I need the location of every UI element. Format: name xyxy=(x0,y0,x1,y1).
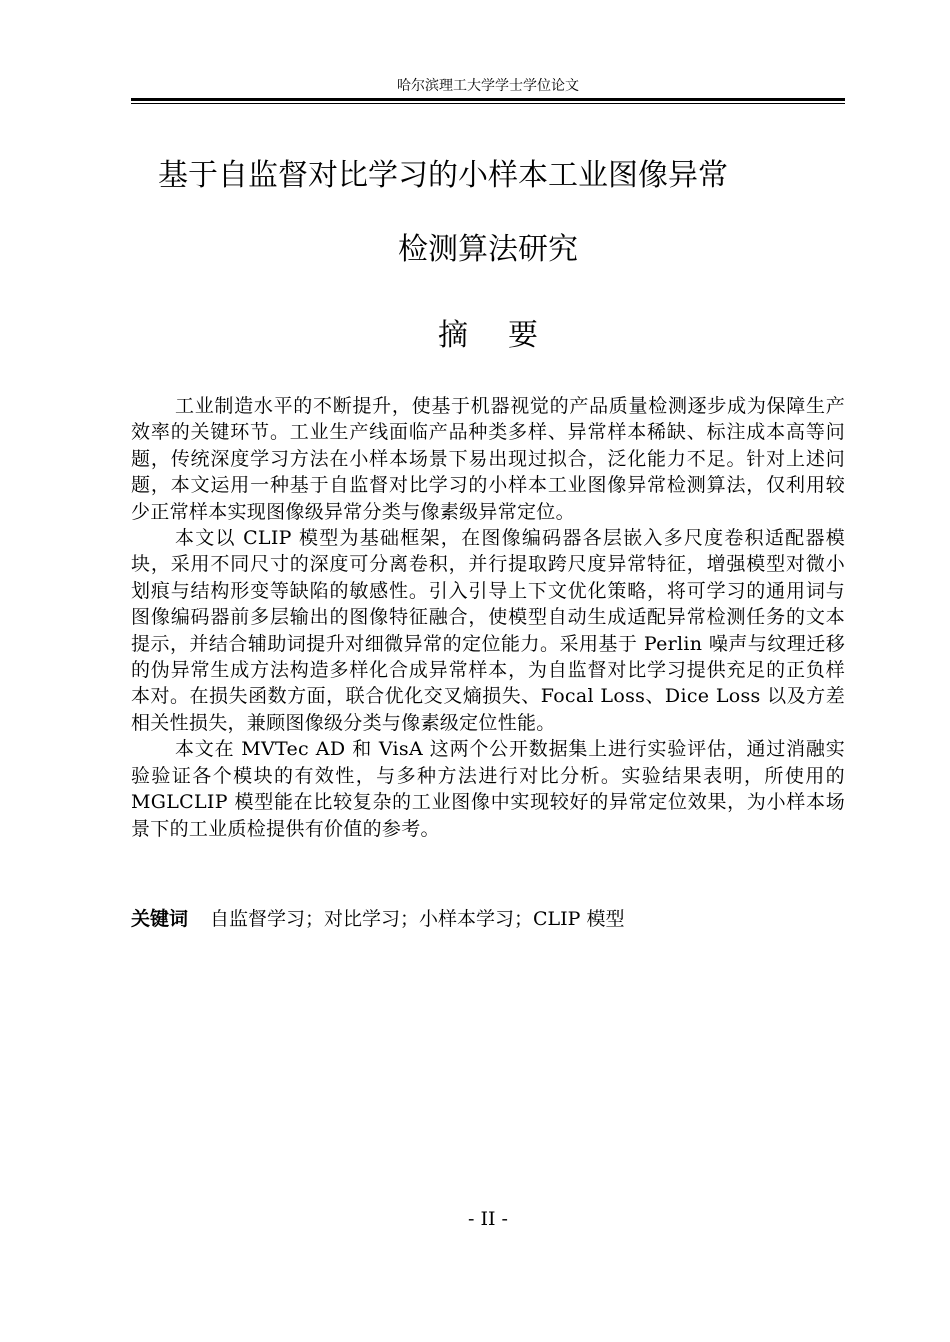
keywords-label: 关键词 xyxy=(131,908,189,930)
header-rule-thin xyxy=(131,103,845,104)
thesis-title-line-2: 检测算法研究 xyxy=(398,232,578,267)
header-rule-thick xyxy=(131,98,845,101)
keywords-line xyxy=(131,906,845,932)
abstract-paragraph-3: 本文在 MVTec AD 和 VisA 这两个公开数据集上进行实验评估，通过消融实验验证各个模块的有效性，与多种方法进行对比分析。实验结果表明，所使用的 MGLCLIP 模型能在比较复杂的工业图像中实现较好的异常定位效果，为小样本场景下的工业质检提供有价值的参考。 xyxy=(131,738,845,840)
abstract-paragraph-2: 本文以 CLIP 模型为基础框架，在图像编码器各层嵌入多尺度卷积适配器模块，采用不同尺寸的深度可分离卷积，并行提取跨尺度异常特征，增强模型对微小划痕与结构形变等缺陷的敏感性。引入引导上下文优化策略，将可学习的通用词与图像编码器前多层输出的图像特征融合，使模型自动生成适配异常检测任务的文本提示，并结合辅助词提升对细微异常的定位能力。采用基于 Perlin 噪声与纹理迁移的伪异常生成方法构造多样化合成异常样本，为自监督对比学习提供充足的正负样本对。在损失函数方面，联合优化交叉熵损失、Focal Loss、Dice Loss 以及方差相关性损失，兼顾图像级分类与像素级定位性能。 xyxy=(131,527,845,734)
thesis-title-line-1: 基于自监督对比学习的小样本工业图像异常 xyxy=(158,158,728,193)
abstract-paragraph-1: 工业制造水平的不断提升，使基于机器视觉的产品质量检测逐步成为保障生产效率的关键环节。工业生产线面临产品种类多样、异常样本稀缺、标注成本高等问题，传统深度学习方法在小样本场景下易出现过拟合，泛化能力不足。针对上述问题，本文运用一种基于自监督对比学习的小样本工业图像异常检测算法，仅利用较少正常样本实现图像级异常分类与像素级异常定位。 xyxy=(131,395,845,523)
keywords-text: 自监督学习；对比学习；小样本学习；CLIP 模型 xyxy=(210,908,625,930)
abstract-heading: 摘要 xyxy=(438,318,578,353)
page-number: - II - xyxy=(468,1208,508,1230)
abstract-body xyxy=(131,393,845,842)
running-header: 哈尔滨理工大学学士学位论文 xyxy=(397,78,579,94)
